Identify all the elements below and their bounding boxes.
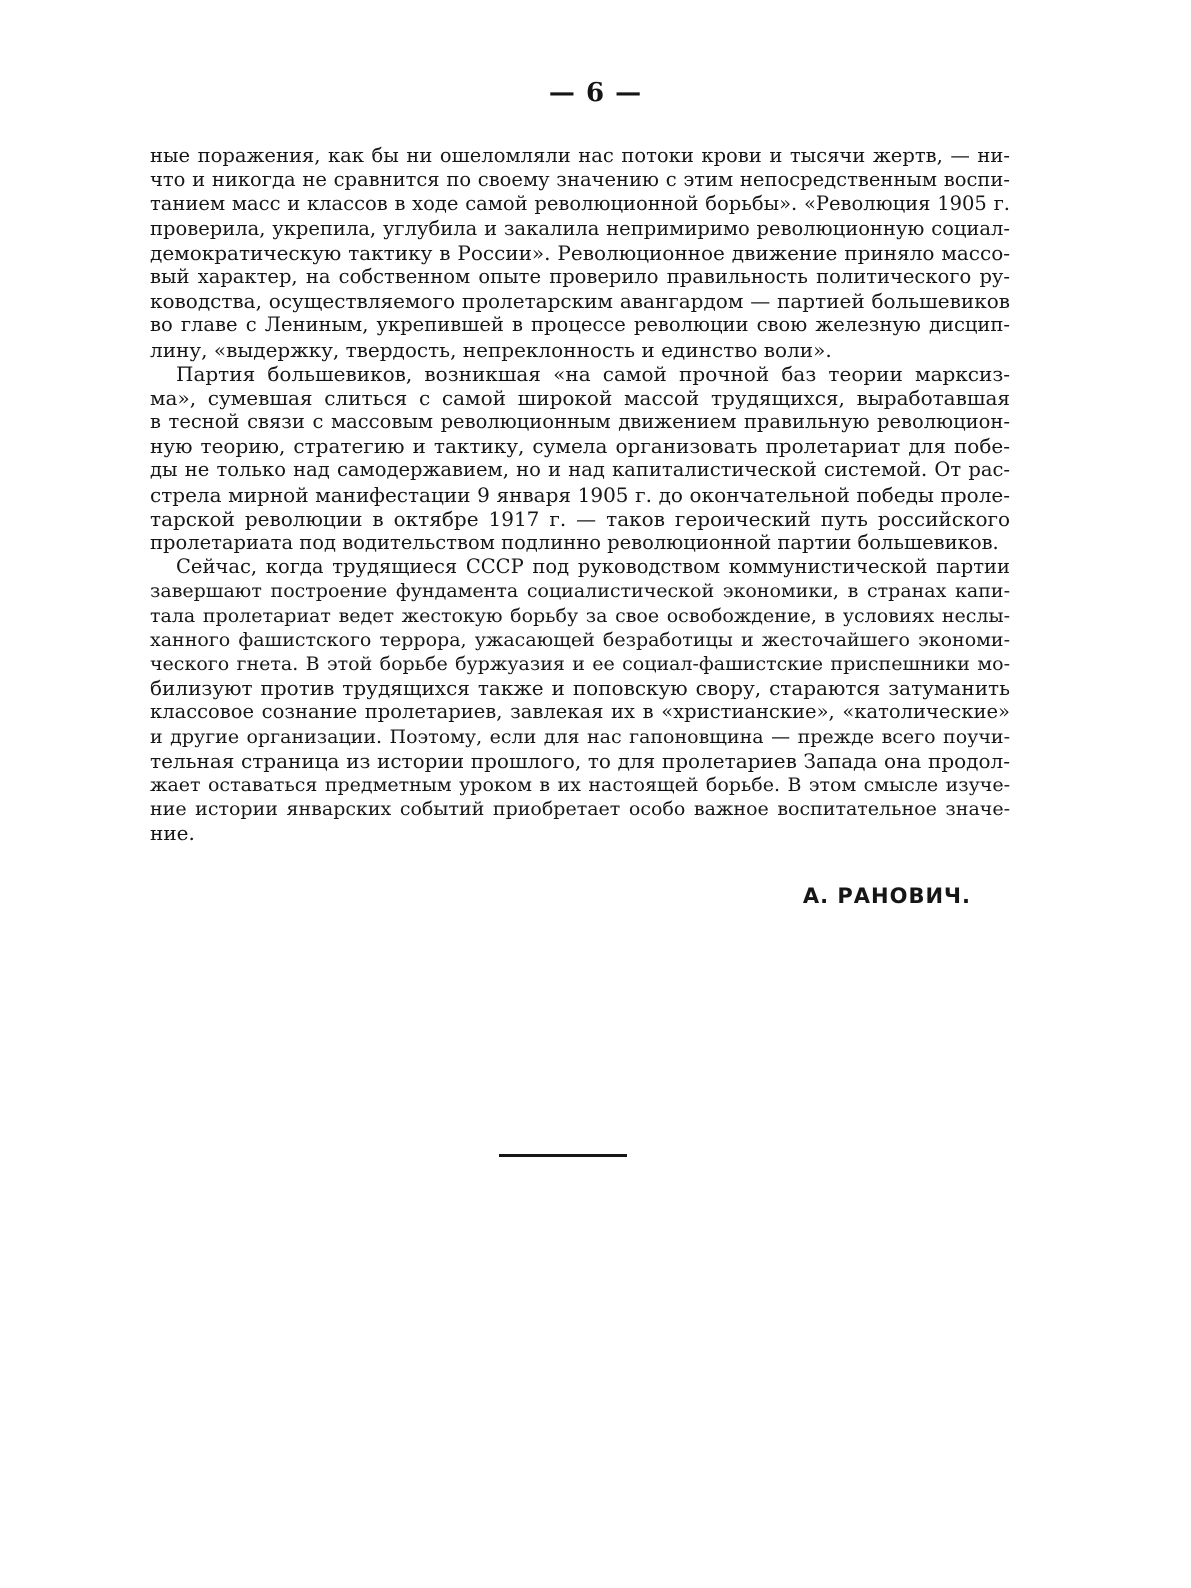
end-rule-divider <box>499 1154 627 1157</box>
text-line: жает оставаться предметным уроком в их настоящей борьбе. В этом смысле изуче- <box>150 773 1010 796</box>
text-line: тарской революции в октябре 1917 г. — таков героический путь российского <box>150 506 1010 531</box>
text-line: тала пролетариат ведет жестокую борьбу за свое освобождение, в условиях неслы- <box>150 604 1010 627</box>
text-line: проверила, укрепила, углубила и закалила непримиримо революционную социал- <box>150 216 1010 240</box>
text-line: в тесной связи с массовым революционным движением правильную революцион- <box>150 410 1010 434</box>
text-line: во главе с Лениным, укрепившей в процессе революции свою железную дисцип- <box>150 313 1010 337</box>
text-line-paragraph-end: ние. <box>150 821 195 846</box>
text-line: билизуют против трудящихся также и поповскую свору, стараются затуманить <box>150 676 1010 701</box>
text-line: танием масс и классов в ходе самой революционной борьбы». «Революция 1905 г. <box>150 192 1010 216</box>
text-line: ческого гнета. В этой борьбе буржуазия и ее социал-фашистские приспешники мо- <box>150 652 1010 675</box>
page-number: — 6 — <box>548 78 643 108</box>
author-signature: А. РАНОВИЧ. <box>802 884 971 908</box>
text-line-paragraph-end: пролетариата под водительством подлинно революционной партии большевиков. <box>150 531 999 554</box>
text-line: и другие организации. Поэтому, если для нас гапоновщина — прежде всего поучи- <box>150 725 1010 748</box>
text-line: ные поражения, как бы ни ошеломляли нас потоки крови и тысячи жертв, — ни- <box>150 144 1010 167</box>
text-line: ды не только над самодержавием, но и над капиталистической системой. От рас- <box>150 458 1010 482</box>
text-line: ную теорию, стратегию и тактику, сумела организовать пролетариат для побе- <box>150 434 1010 459</box>
text-line: стрела мирной манифестации 9 января 1905 г. до окончательной победы проле- <box>150 482 1010 507</box>
text-line: ханного фашистского террора, ужасающей безработицы и жесточайшего экономи- <box>150 628 1010 651</box>
text-line: демократическую тактику в России». Революционное движение приняло массо- <box>150 240 1010 265</box>
text-line-paragraph-end: лину, «выдержку, твердость, непреклонность и единство воли». <box>150 337 832 362</box>
text-line-paragraph-start: Партия большевиков, возникшая «на самой прочной баз теории марксиз- <box>176 361 1010 386</box>
text-line: ководства, осуществляемого пролетарским авангардом — партией большевиков <box>150 289 1010 314</box>
text-line: ние истории январских событий приобретает особо важное воспитательное значе- <box>150 798 1010 821</box>
text-line: ма», сумевшая слиться с самой широкой массой трудящихся, выработавшая <box>150 385 1010 410</box>
text-line-paragraph-start: Сейчас, когда трудящиеся СССР под руководством коммунистической партии <box>176 555 1010 579</box>
text-line: классовое сознание пролетариев, завлекая их в «христианские», «католические» <box>150 700 1010 724</box>
text-line: что и никогда не сравнится по своему значению с этим непосредственным воспи- <box>150 168 1010 192</box>
text-line: тельная страница из истории прошлого, то для пролетариев Запада она продол- <box>150 748 1010 773</box>
body-text <box>150 144 1010 845</box>
text-line: завершают построение фундамента социалистической экономики, в странах капи- <box>150 580 1010 603</box>
text-line: вый характер, на собственном опыте проверило правильность политического ру- <box>150 264 1010 288</box>
